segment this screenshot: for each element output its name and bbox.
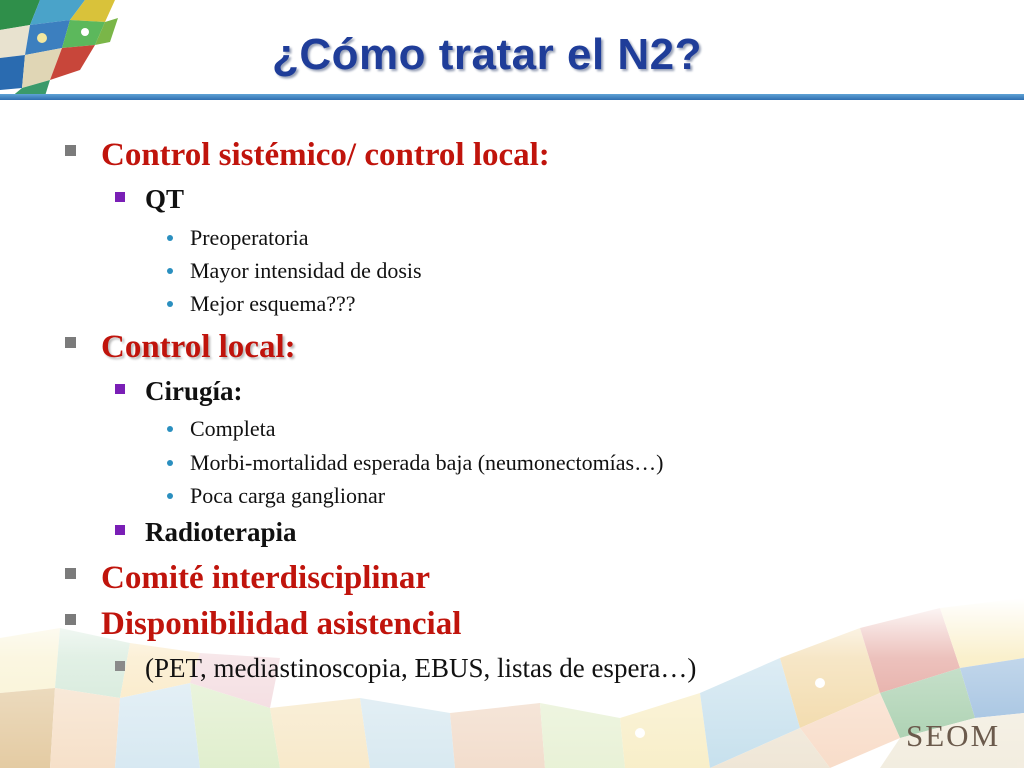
bullet-text: Control local: — [101, 329, 296, 365]
bullet-level1 — [101, 560, 430, 597]
slide-title: ¿Cómo tratar el N2? — [272, 30, 703, 79]
bullet-text: Completa — [190, 416, 276, 441]
bullet-level3 — [190, 258, 422, 284]
bullet-text: Preoperatoria — [190, 225, 309, 250]
title-divider — [0, 94, 1024, 100]
square-bullet-icon — [115, 661, 125, 671]
bullet-text: Comité interdisciplinar — [101, 560, 431, 596]
bullet-text: QT — [145, 184, 185, 214]
bullet-text: Poca carga ganglionar — [190, 483, 386, 508]
bullet-level2 — [145, 517, 297, 548]
square-bullet-icon — [115, 384, 125, 394]
bullet-level3 — [190, 450, 663, 476]
bullet-level3 — [190, 225, 309, 251]
seom-logo: SEOM — [906, 718, 1001, 753]
bullet-text: Mejor esquema??? — [190, 291, 356, 316]
square-bullet-icon — [65, 337, 76, 348]
square-bullet-icon — [115, 525, 125, 535]
square-bullet-icon — [115, 192, 125, 202]
bullet-text: Mayor intensidad de dosis — [190, 258, 422, 283]
square-bullet-icon — [65, 568, 76, 579]
bullet-text: Disponibilidad asistencial — [101, 606, 462, 642]
bullet-text: Cirugía: — [145, 376, 243, 406]
bullet-level1 — [101, 606, 461, 643]
bullet-level1 — [101, 329, 296, 366]
bullet-level3 — [190, 416, 276, 442]
corner-mosaic-image — [0, 0, 130, 100]
bullet-level3 — [190, 483, 385, 509]
dot-bullet-icon — [167, 426, 173, 432]
bullet-level3 — [190, 291, 356, 317]
square-bullet-icon — [65, 145, 76, 156]
dot-bullet-icon — [167, 268, 173, 274]
dot-bullet-icon — [167, 460, 173, 466]
square-bullet-icon — [65, 614, 76, 625]
bullet-text: (PET, mediastinoscopia, EBUS, listas de espera…) — [145, 653, 697, 683]
dot-bullet-icon — [167, 493, 173, 499]
dot-bullet-icon — [167, 235, 173, 241]
bullet-text: Control sistémico/ control local: — [101, 137, 550, 173]
bullet-level2 — [145, 376, 243, 407]
bullet-text: Radioterapia — [145, 517, 297, 547]
bullet-level2 — [145, 653, 696, 684]
bullet-level2 — [145, 184, 184, 215]
dot-bullet-icon — [167, 301, 173, 307]
bullet-text: Morbi-mortalidad esperada baja (neumonectomías…) — [190, 450, 664, 475]
bullet-level1 — [101, 137, 550, 174]
